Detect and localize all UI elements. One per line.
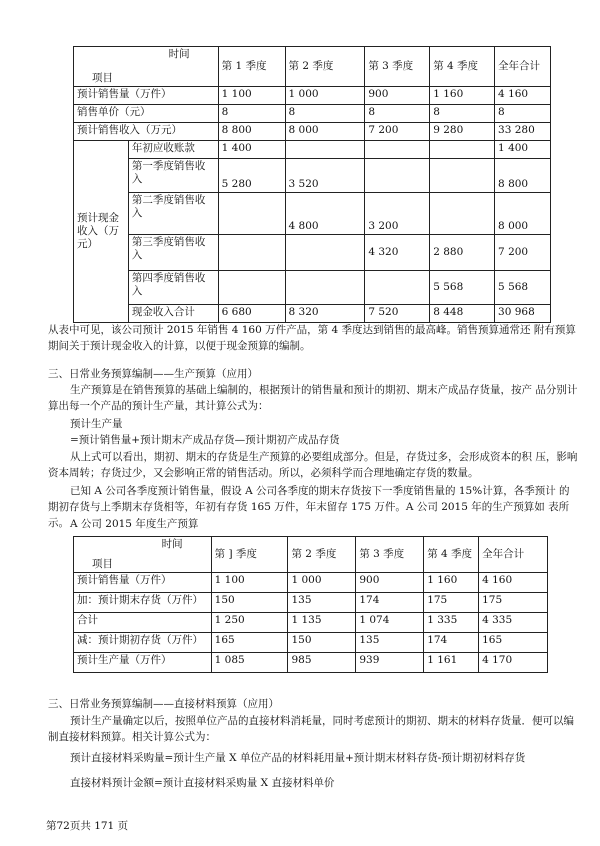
section-title: 三、日常业务预算编制——生产预算（应用） [48, 368, 258, 380]
col-header: 全年合计 [479, 537, 548, 573]
table-row: 预计销售量（万件） 1 100 1 000 900 1 160 4 160 [74, 573, 548, 593]
table-row: 销售单价（元） 8 8 8 8 8 [74, 105, 551, 123]
table-row: 加：预计期末存货（万件） 150 135 174 175 175 [74, 593, 548, 613]
paragraph: 从表中可见，该公司预计 2015 年销售 4 160 万件产品，第 4 季度达到销售的最高峰。销售预算通常还 附有预算期间关于预计现金收入的计算，以便于现金预算的编制。 [48, 324, 576, 352]
col-header: 第 4 季度 [430, 47, 495, 87]
col-header: 第 2 季度 [288, 537, 356, 573]
col-header: 全年合计 [495, 47, 551, 87]
header-corner: 时间 项目 [74, 537, 212, 573]
formula: =预计销售量+预计期末产成品存货—预计期初产成品存货 [70, 434, 340, 446]
table-row: 第四季度销售收入 5 568 5 568 [74, 271, 551, 305]
col-header: 第 3 季度 [365, 47, 430, 87]
table-row: 第一季度销售收 入 5 280 3 520 8 800 [74, 159, 551, 193]
col-header: 第 1 季度 [218, 47, 285, 87]
table-row: 减：预计期初存货（万件） 165 150 135 174 165 [74, 633, 548, 653]
paragraph: 从上式可以看出，期初、期末的存货是生产预算的必要组成部分。但是，存货过多，会形成资本的积 压，影响资本周转；存货过少，又会影响正常的销售活动。所以，必须科学而合理地确定存货的数量。 [48, 451, 578, 479]
table-row: 预计现金 收入（万 元） 年初应收账款 1 400 1 400 [74, 141, 551, 159]
formula: 直接材料预计金额=预计直接材料采购量 X 直接材料单价 [70, 777, 335, 789]
table-row: 预计销售收入（万元） 8 800 8 000 7 200 9 280 33 280 [74, 123, 551, 141]
formula: 预计直接材料采购量=预计生产量 X 单位产品的材料耗用量+预计期末材料存货-预计期初材料存货 [70, 752, 526, 764]
formula: 预计生产量 [70, 418, 123, 430]
col-header: 第 2 季度 [285, 47, 365, 87]
sales-budget-table [73, 46, 551, 323]
header-corner: 时间 项目 [74, 47, 219, 87]
group-label: 预计现金 收入（万 元） [74, 141, 129, 323]
table-row: 合计 1 250 1 135 1 074 1 335 4 335 [74, 613, 548, 633]
paragraph: 生产预算是在销售预算的基础上编制的，根据预计的销售量和预计的期初、期末产成品存货量，按产 品分别计算出每一个产品的预计生产量，其计算公式为： [48, 384, 578, 412]
production-budget-table [73, 536, 548, 673]
table-row: 第三季度销售收入 4 320 2 880 7 200 [74, 235, 551, 271]
table-row: 预计生产量（万件） 1 085 985 939 1 161 4 170 [74, 653, 548, 673]
col-header: 第 3 季度 [356, 537, 424, 573]
table-row: 第二季度销售收 入 4 800 3 200 8 000 [74, 193, 551, 235]
col-header: 第 4 季度 [424, 537, 479, 573]
paragraph: 已知 A 公司各季度预计销售量，假设 A 公司各季度的期末存货按下一季度销售量的 15%计算，各季预计 的期初存货与上季期末存货相等，年初有存货 165 万件，年末留存 175 万件。A 公司 2015 年的生产预算如 表所示。 [48, 485, 570, 529]
table-row: 预计销售量（万件） 1 100 1 000 900 1 160 4 160 [74, 87, 551, 105]
section-title: 三、日常业务预算编制——直接材料预算（应用） [48, 698, 279, 710]
col-header: 第 ] 季度 [211, 537, 288, 573]
page-footer: 第72页共 171 页 [46, 820, 129, 832]
paragraph: 预计生产量确定以后，按照单位产品的直接材料消耗量，同时考虑预计的期初、期末的材料存货量．便可以编制直接材料预算。相关计算公式为： [48, 715, 574, 743]
table-caption: A 公司 2015 年度生产预算 [70, 518, 199, 530]
table-row: 现金收入合计 6 680 8 320 7 520 8 448 30 968 [74, 305, 551, 323]
